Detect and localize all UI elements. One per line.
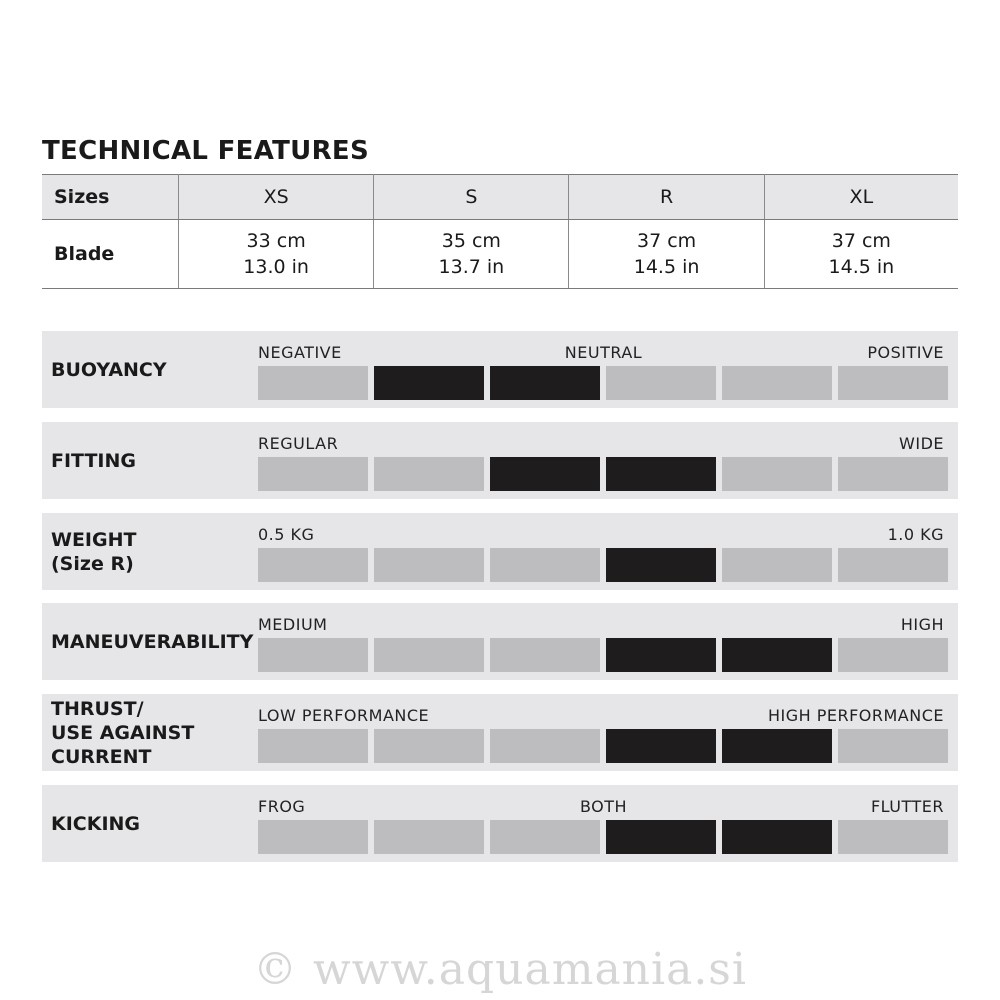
scale-segment-empty: [838, 729, 948, 763]
feature-row: [42, 513, 958, 590]
scale-segment-empty: [606, 366, 716, 400]
blade-in: 13.7 in: [438, 256, 505, 278]
table-header-cell: Sizes: [42, 175, 179, 220]
feature-row: [42, 331, 958, 408]
feature-name: BUOYANCY: [51, 358, 167, 381]
scale-segment-empty: [838, 457, 948, 491]
table-cell: [179, 220, 374, 289]
scale-label-left: REGULAR: [258, 434, 339, 453]
scale-segment-empty: [258, 366, 368, 400]
feature-row: [42, 785, 958, 862]
scale-segment-empty: [374, 457, 484, 491]
scale-segment-empty: [838, 820, 948, 854]
scale-label-right: HIGH PERFORMANCE: [767, 706, 944, 725]
blade-in: 13.0 in: [243, 256, 309, 278]
scale-segment-empty: [258, 820, 368, 854]
scale-segment-empty: [490, 638, 600, 672]
scale-segment-empty: [490, 548, 600, 582]
feature-row: [42, 694, 958, 771]
scale-segment-empty: [490, 729, 600, 763]
scale-label-right: 1.0 KG: [887, 525, 944, 544]
scale-label-left: 0.5 KG: [258, 525, 315, 544]
scale-segment-filled: [606, 729, 716, 763]
scale-segment-empty: [258, 638, 368, 672]
table-header-cell: XL: [764, 175, 958, 220]
scale-segment-empty: [838, 548, 948, 582]
scale-segment-empty: [374, 820, 484, 854]
scale-segment-filled: [490, 457, 600, 491]
scale-label-right: WIDE: [899, 434, 944, 453]
feature-row: [42, 603, 958, 680]
blade-in: 14.5 in: [633, 256, 700, 278]
scale-segment-filled: [722, 638, 832, 672]
scale-segment-empty: [722, 366, 832, 400]
scale-segment-empty: [838, 366, 948, 400]
scale-segment-filled: [490, 366, 600, 400]
table-header-cell: R: [569, 175, 764, 220]
scale-segment-filled: [722, 820, 832, 854]
sizes-table: [42, 174, 958, 289]
scale-label-left: MEDIUM: [258, 615, 328, 634]
table-header-cell: XS: [179, 175, 374, 220]
section-title: TECHNICAL FEATURES: [42, 136, 369, 166]
scale-segment-empty: [722, 548, 832, 582]
blade-cm: 35 cm: [441, 230, 501, 252]
feature-name: THRUST/ USE AGAINST CURRENT: [51, 697, 195, 768]
feature-name: KICKING: [51, 812, 141, 835]
scale-segment-empty: [374, 729, 484, 763]
scale-segment-filled: [606, 638, 716, 672]
table-cell: [374, 220, 569, 289]
blade-in: 14.5 in: [828, 256, 895, 278]
scale-label-left: FROG: [258, 797, 306, 816]
scale-segment-filled: [606, 548, 716, 582]
scale-label-right: HIGH: [900, 615, 944, 634]
scale-segment-filled: [606, 457, 716, 491]
feature-row: [42, 422, 958, 499]
scale-segment-empty: [374, 548, 484, 582]
feature-name: FITTING: [51, 449, 136, 472]
table-cell: [569, 220, 764, 289]
feature-name: MANEUVERABILITY: [51, 630, 254, 653]
scale-label-left: LOW PERFORMANCE: [258, 706, 430, 725]
feature-name: WEIGHT (Size R): [51, 528, 137, 575]
scale-label-left: NEGATIVE: [258, 343, 342, 362]
scale-segment-filled: [606, 820, 716, 854]
watermark: © www.aquamania.si: [253, 944, 747, 995]
scale-segment-empty: [490, 820, 600, 854]
scale-label-center: NEUTRAL: [564, 343, 643, 362]
table-header-row: [42, 175, 958, 220]
scale-segment-filled: [722, 729, 832, 763]
scale-segment-empty: [374, 638, 484, 672]
scale-segment-empty: [722, 457, 832, 491]
scale-label-right: FLUTTER: [870, 797, 944, 816]
table-header-cell: S: [374, 175, 569, 220]
table-row: [42, 220, 958, 289]
row-label: Blade: [42, 220, 179, 289]
scale-segment-empty: [258, 729, 368, 763]
scale-label-center: BOTH: [579, 797, 628, 816]
scale-label-right: POSITIVE: [867, 343, 944, 362]
blade-cm: 33 cm: [246, 230, 306, 252]
scale-segment-filled: [374, 366, 484, 400]
scale-segment-empty: [258, 548, 368, 582]
scale-segment-empty: [258, 457, 368, 491]
blade-cm: 37 cm: [637, 230, 697, 252]
scale-segment-empty: [838, 638, 948, 672]
blade-cm: 37 cm: [831, 230, 891, 252]
table-cell: [764, 220, 958, 289]
